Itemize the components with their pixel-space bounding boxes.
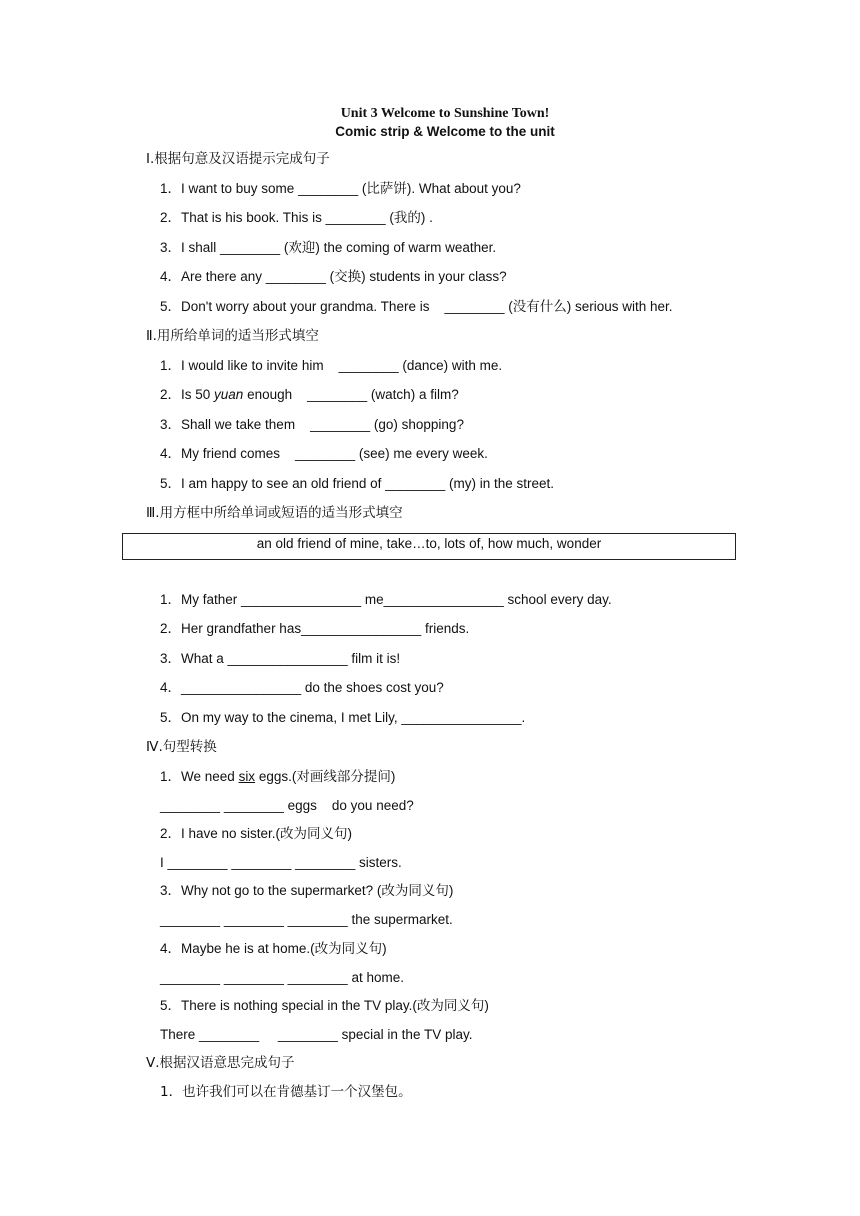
section3-item: 2．Her grandfather has________________ friends.	[160, 621, 470, 636]
section3-item: 4．________________ do the shoes cost you?	[160, 680, 444, 695]
section2-item: 5．I am happy to see an old friend of ________ (my) in the street.	[160, 476, 554, 491]
section1-item: 5．Don't worry about your grandma. There is ________ (没有什么) serious with her.	[160, 299, 673, 314]
page-title: Unit 3 Welcome to Sunshine Town!	[340, 106, 550, 121]
section4-q1-suffix: eggs.(对画线部分提问)	[255, 769, 396, 784]
section2-item: 3．Shall we take them ________ (go) shopping?	[160, 417, 464, 432]
section1-heading: Ⅰ.根据句意及汉语提示完成句子	[146, 151, 330, 167]
section4-line: ________ ________ eggs do you need?	[160, 798, 414, 813]
section4-item	[160, 768, 395, 786]
section3-item: 5．On my way to the cinema, I met Lily, ________________.	[160, 710, 526, 725]
section4-line: ________ ________ ________ the supermarket.	[160, 912, 453, 927]
section4-line: There ________ ________ special in the TV play.	[160, 1027, 473, 1042]
section2-item: 4．My friend comes ________ (see) me every week.	[160, 446, 488, 461]
section1-item: 1．I want to buy some ________ (比萨饼). What about you?	[160, 181, 521, 196]
underlined-word: six	[238, 769, 256, 784]
section2-item2-suffix: enough ________ (watch) a film?	[243, 387, 459, 402]
section3-heading: Ⅲ.用方框中所给单词或短语的适当形式填空	[146, 505, 403, 521]
section2-item	[160, 386, 459, 404]
section1-item: 3．I shall ________ (欢迎) the coming of warm weather.	[160, 240, 497, 255]
section4-line: I ________ ________ ________ sisters.	[160, 855, 402, 870]
section5-heading: Ⅴ.根据汉语意思完成句子	[146, 1055, 295, 1071]
section2-item2-prefix: 2．Is 50	[160, 387, 215, 402]
section4-line: 5．There is nothing special in the TV play.(改为同义句)	[160, 998, 489, 1013]
section1-item: 4．Are there any ________ (交换) students in your class?	[160, 269, 507, 284]
section2-item2-italic-word: yuan	[214, 387, 244, 402]
section4-heading: Ⅳ.句型转换	[146, 739, 217, 755]
section4-line: ________ ________ ________ at home.	[160, 970, 404, 985]
word-box: an old friend of mine, take…to, lots of, how much, wonder	[122, 533, 736, 560]
section4-line: 2．I have no sister.(改为同义句)	[160, 826, 353, 841]
section2-item: 1．I would like to invite him ________ (dance) with me.	[160, 358, 503, 373]
section1-item: 2．That is his book. This is ________ (我的) .	[160, 210, 433, 225]
section3-item: 1．My father ________________ me________________ school every day.	[160, 592, 612, 607]
section3-item: 3．What a ________________ film it is!	[160, 651, 401, 666]
section4-q1-prefix: 1．We need	[160, 769, 239, 784]
section5-item: 1．也许我们可以在肯德基订一个汉堡包。	[160, 1084, 412, 1100]
page-subtitle: Comic strip & Welcome to the unit	[335, 124, 555, 139]
section4-line: 4．Maybe he is at home.(改为同义句)	[160, 941, 387, 956]
section4-line: 3．Why not go to the supermarket? (改为同义句)	[160, 883, 454, 898]
section2-heading: Ⅱ.用所给单词的适当形式填空	[146, 328, 319, 344]
